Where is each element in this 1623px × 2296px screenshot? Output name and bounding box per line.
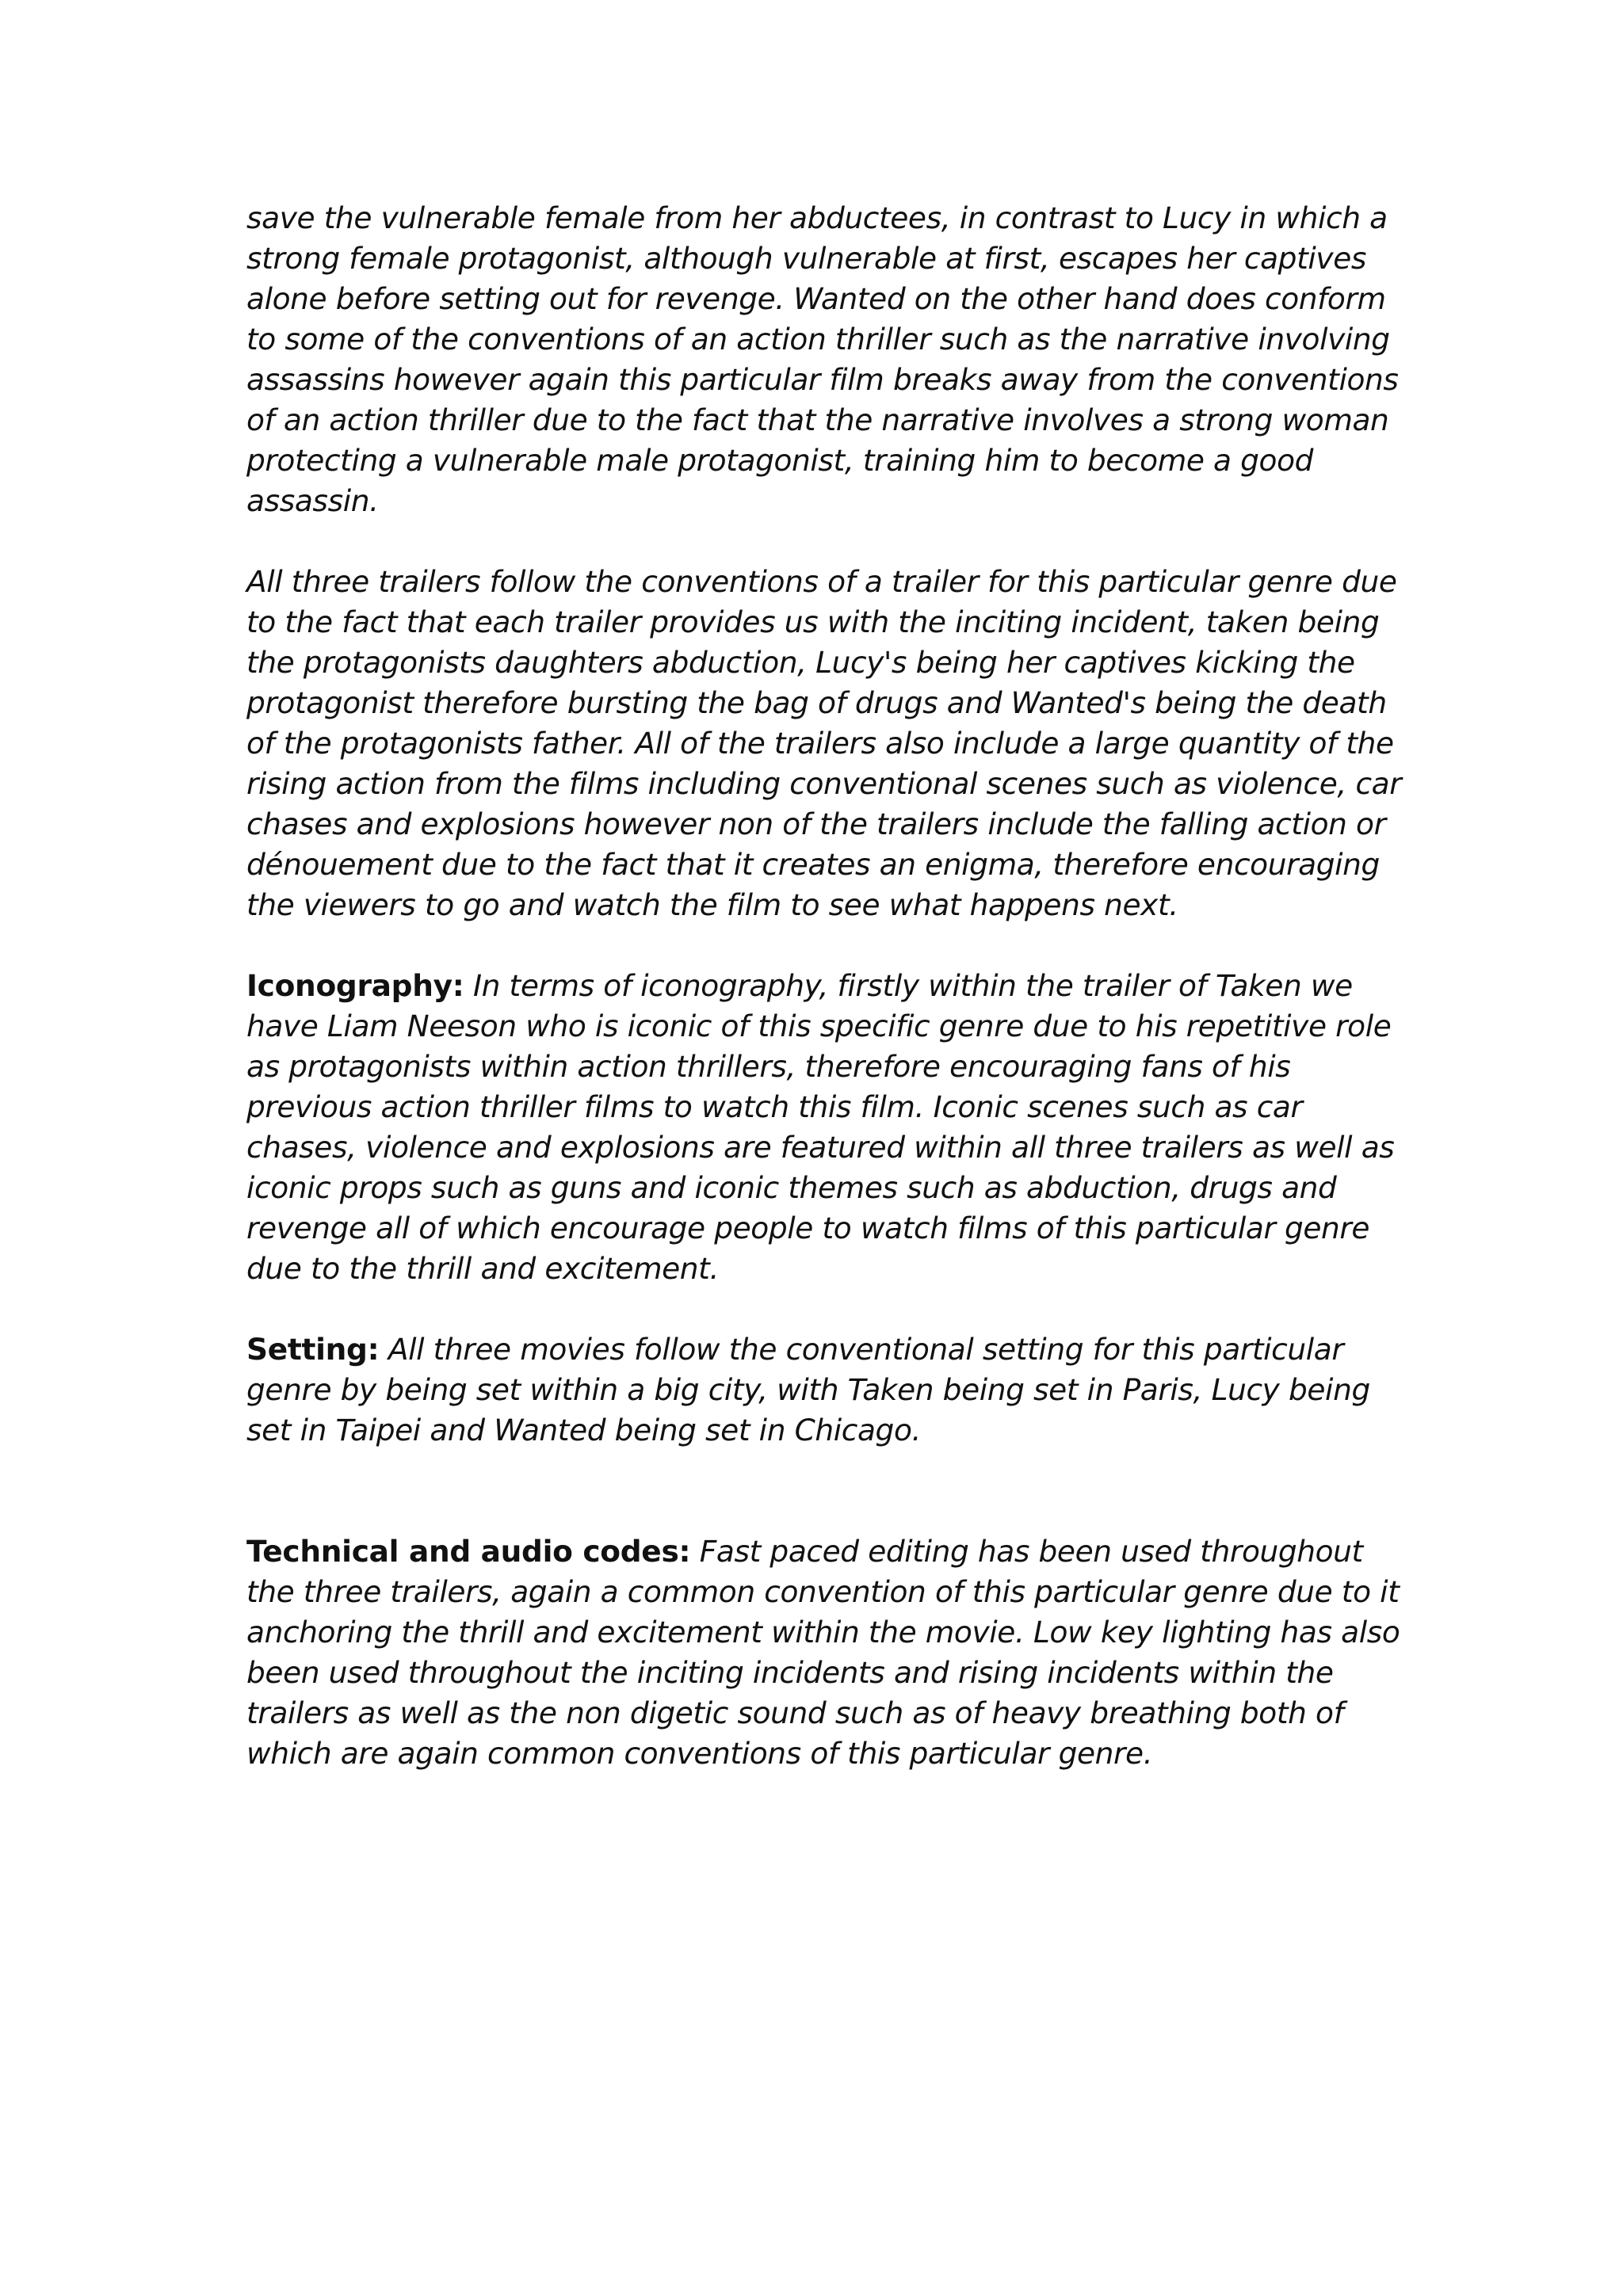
section-label-iconography: Iconography:: [246, 968, 464, 1003]
document-body: [246, 198, 1403, 1774]
paragraph-text: All three trailers follow the conventions of a trailer for this particular genre due to the fact that each trailer provides us with the inciting incident, taken being the protagonists daughters abduction, Lucy's being her captives kicking the protagonist therefore bursting the bag of drugs and Wanted's being the death of the protagonists father. All of the trailers also include a large quantity of the rising action from the films including conventional scenes such as violence, car chases and explosions however non of the trailers include the falling action or dénouement due to the fact that it creates an enigma, therefore encouraging the viewers to go and watch the film to see what happens next.: [246, 564, 1402, 922]
paragraph-iconography: [246, 966, 1403, 1289]
paragraph-trailer-conventions: [246, 562, 1403, 925]
paragraph-text: In terms of iconography, firstly within the trailer of Taken we have Liam Neeson who is iconic of this specific genre due to his repetitive role as protagonists within action thrillers, therefore encouraging fans of his previous action thriller films to watch this film. Iconic scenes such as car chases, violence and explosions are featured within all three trailers as well as iconic props such as guns and iconic themes such as abduction, drugs and revenge all of which encourage people to watch films of this particular genre due to the thrill and excitement.: [246, 968, 1395, 1286]
paragraph-text: Fast paced editing has been used throughout the three trailers, again a common convention of this particular genre due to it anchoring the thrill and excitement within the movie. Low key lighting has also been used throughout the inciting incidents and rising incidents within the trailers as well as the non digetic sound such as of heavy breathing both of which are again common conventions of this particular genre.: [246, 1534, 1400, 1771]
paragraph-technical-audio-codes: [246, 1531, 1403, 1774]
paragraph-text: save the vulnerable female from her abductees, in contrast to Lucy in which a strong female protagonist, although vulnerable at first, escapes her captives alone before setting out for revenge. Wanted on the other hand does conform to some of the conventions of an action thriller such as the narrative involving assassins however again this particular film breaks away from the conventions of an action thriller due to the fact that the narrative involves a strong woman protecting a vulnerable male protagonist, training him to become a good assassin.: [246, 200, 1399, 518]
paragraph-gap-large: [246, 1451, 1403, 1531]
paragraph-vulnerable-female: [246, 198, 1403, 521]
paragraph-text: All three movies follow the conventional setting for this particular genre by being set within a big city, with Taken being set in Paris, Lucy being set in Taipei and Wanted being set in Chicago.: [246, 1332, 1370, 1447]
paragraph-gap: [246, 1289, 1403, 1329]
paragraph-gap: [246, 925, 1403, 966]
section-label-technical-audio-codes: Technical and audio codes:: [246, 1534, 691, 1569]
paragraph-setting: [246, 1329, 1403, 1451]
section-label-setting: Setting:: [246, 1332, 380, 1367]
paragraph-gap: [246, 521, 1403, 562]
